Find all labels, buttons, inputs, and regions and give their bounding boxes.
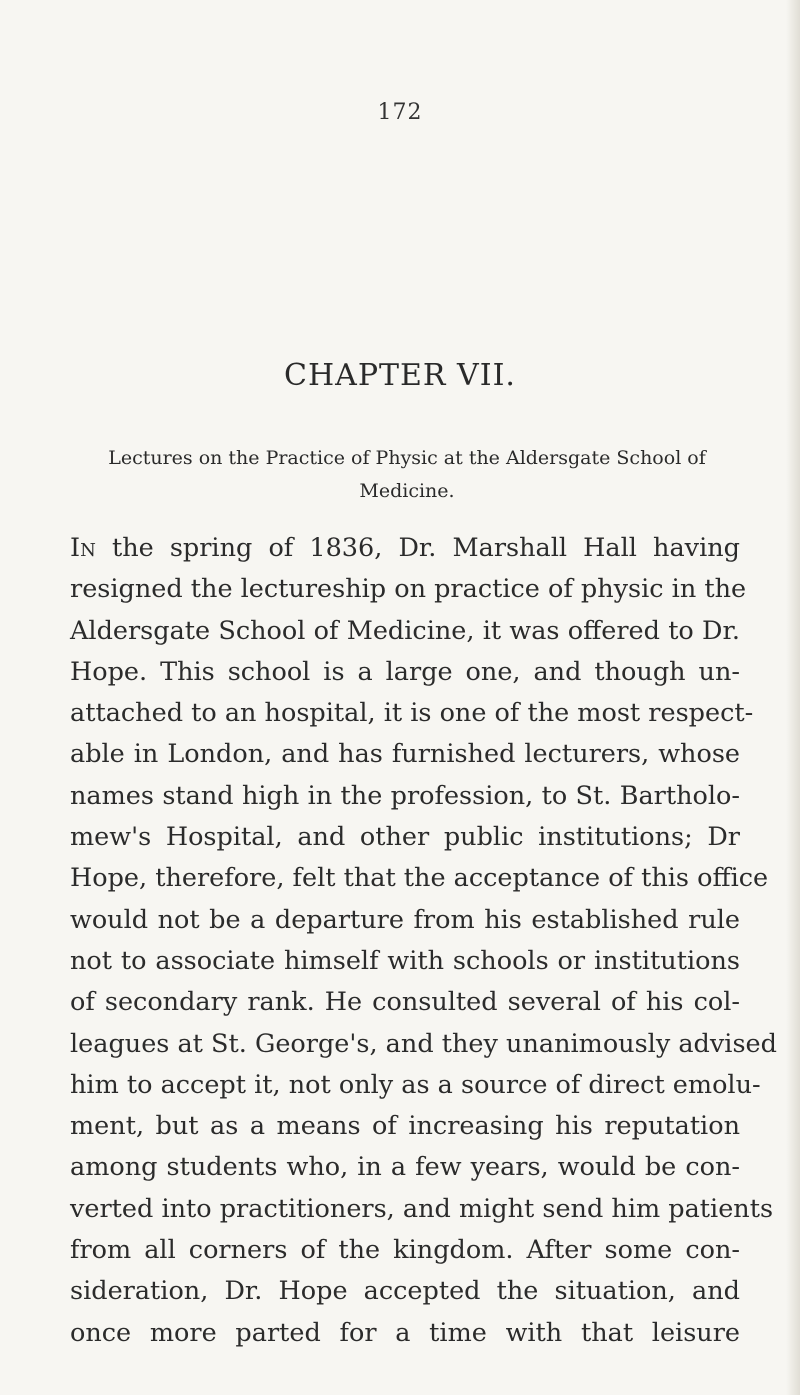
opening-word: In bbox=[70, 533, 96, 563]
chapter-title: CHAPTER VII. bbox=[284, 358, 516, 393]
text-line: would not be a departure from his established rule bbox=[70, 904, 740, 935]
text-line: Hope. This school is a large one, and though un- bbox=[70, 656, 740, 687]
text-line: verted into practitioners, and might send him patients bbox=[70, 1193, 774, 1224]
text-line: leagues at St. George's, and they unanimously advised bbox=[70, 1028, 777, 1059]
text-line: attached to an hospital, it is one of the most respect- bbox=[70, 698, 754, 729]
text-line: once more parted for a time with that leisure bbox=[70, 1317, 740, 1348]
page-edge-shadow bbox=[786, 0, 800, 1395]
text-line: of secondary rank. He consulted several of his col- bbox=[70, 987, 740, 1018]
chapter-subtitle: Lectures on the Practice of Physic at the Aldersgate School of Medicine. bbox=[108, 447, 706, 502]
text-line: mew's Hospital, and other public institutions; Dr bbox=[70, 822, 740, 853]
text-line: resigned the lectureship on practice of physic in the bbox=[70, 574, 747, 605]
text-line: sideration, Dr. Hope accepted the situation, and bbox=[70, 1276, 740, 1307]
text-line: able in London, and has furnished lecturers, whose bbox=[70, 739, 740, 770]
text-line bbox=[70, 528, 740, 569]
text-line: Hope, therefore, felt that the acceptance of this office bbox=[70, 863, 769, 894]
page-number: 172 bbox=[377, 100, 423, 125]
text-line: him to accept it, not only as a source of direct emolu- bbox=[70, 1069, 761, 1100]
text-line: ment, but as a means of increasing his reputation bbox=[70, 1111, 740, 1142]
text-line: Aldersgate School of Medicine, it was offered to Dr. bbox=[70, 615, 740, 646]
body-paragraph bbox=[70, 528, 777, 1354]
text-line-content: the spring of 1836, Dr. Marshall Hall having bbox=[95, 533, 740, 563]
text-line: from all corners of the kingdom. After some con- bbox=[70, 1235, 740, 1266]
text-line: not to associate himself with schools or institutions bbox=[70, 945, 740, 976]
text-line: among students who, in a few years, would be con- bbox=[70, 1152, 740, 1183]
text-line: names stand high in the profession, to St. Bartholo- bbox=[70, 780, 740, 811]
